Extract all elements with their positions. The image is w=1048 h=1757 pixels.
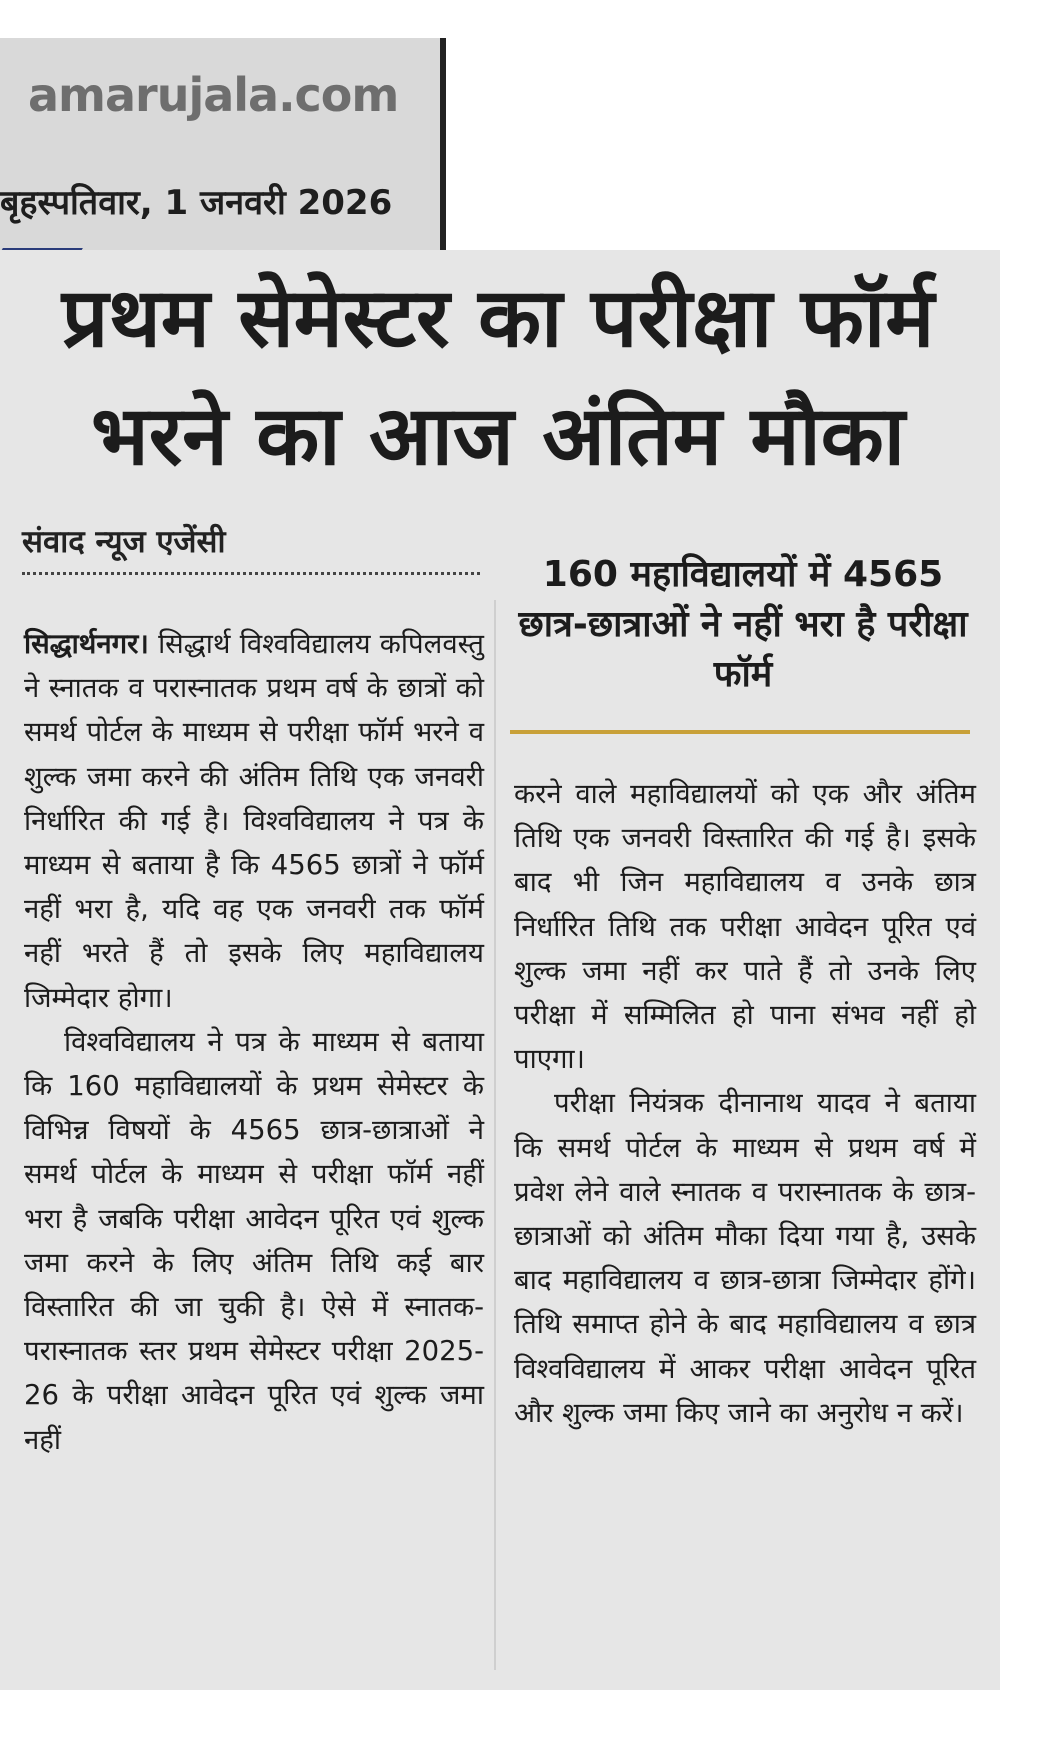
masthead [0,38,446,253]
headline [18,260,978,496]
paragraph-text: सिद्धार्थ विश्वविद्यालय कपिलवस्तु ने स्नातक व परास्नातक प्रथम वर्ष के छात्रों को समर्थ पोर्टल के माध्यम से परीक्षा फॉर्म भरने व शुल्क जमा करने की अंतिम तिथि एक जनवरी निर्धारित की गई है। विश्वविद्यालय ने पत्र के माध्यम से बताया है कि 4565 छात्रों ने फॉर्म नहीं भरा है, यदि वह एक जनवरी तक फॉर्म नहीं भरते हैं तो इसके लिए महाविद्यालय जिम्मेदार होगा। [24,628,484,1014]
paragraph: करने वाले महाविद्यालयों को एक और अंतिम तिथि एक जनवरी विस्तारित की गई है। इसके बाद भी जिन महाविद्यालय व उनके छात्र निर्धारित तिथि तक परीक्षा आवेदन पूरित एवं शुल्क जमा नहीं कर पाते हैं तो उनके लिए परीक्षा में सम्मिलित हो पाना संभव नहीं हो पाएगा। [514,778,976,1076]
paragraph: विश्वविद्यालय ने पत्र के माध्यम से बताया कि 160 महाविद्यालयों के प्रथम सेमेस्टर के विभिन्न विषयों के 4565 छात्र-छात्राओं ने समर्थ पोर्टल के माध्यम से परीक्षा फॉर्म नहीं भरा है जबकि परीक्षा आवेदन पूरित एवं शुल्क जमा करने के लिए अंतिम तिथि कई बार विस्तारित की जा चुकी है। ऐसे में स्नातक-परास्नातक स्तर प्रथम सेमेस्टर परीक्षा 2025-26 के परीक्षा आवेदन पूरित एवं शुल्क जमा नहीं [24,1025,484,1456]
byline-divider [22,572,480,575]
column-divider [494,600,496,1670]
newspaper-brand: amarujala.com [28,68,399,122]
article-dateline: सिद्धार्थनगर। [24,628,149,660]
byline: संवाद न्यूज एजेंसी [22,524,226,560]
headline-line-1: प्रथम सेमेस्टर का परीक्षा फॉर्म [61,271,935,366]
headline-line-2: भरने का आज अंतिम मौका [91,389,905,484]
publication-date: बृहस्पतिवार, 1 जनवरी 2026 [0,183,393,223]
news-clipping [0,250,1000,1690]
article-column-right [514,772,976,1435]
paragraph: परीक्षा नियंत्रक दीनानाथ यादव ने बताया कि समर्थ पोर्टल के माध्यम से प्रथम वर्ष में प्रवेश लेने वाले स्नातक व परास्नातक के छात्र-छात्राओं को अंतिम मौका दिया गया है, उसके बाद महाविद्यालय व छात्र-छात्रा जिम्मेदार होंगे। तिथि समाप्त होने के बाद महाविद्यालय व छात्र विश्वविद्यालय में आकर परीक्षा आवेदन पूरित और शुल्क जमा किए जाने का अनुरोध न करें। [514,1087,976,1429]
pull-quote-underline [510,730,970,734]
article-column-left [24,622,484,1462]
paragraph [24,622,484,1020]
pull-quote: 160 महाविद्यालयों में 4565 छात्र-छात्राओं ने नहीं भरा है परीक्षा फॉर्म [518,554,968,695]
